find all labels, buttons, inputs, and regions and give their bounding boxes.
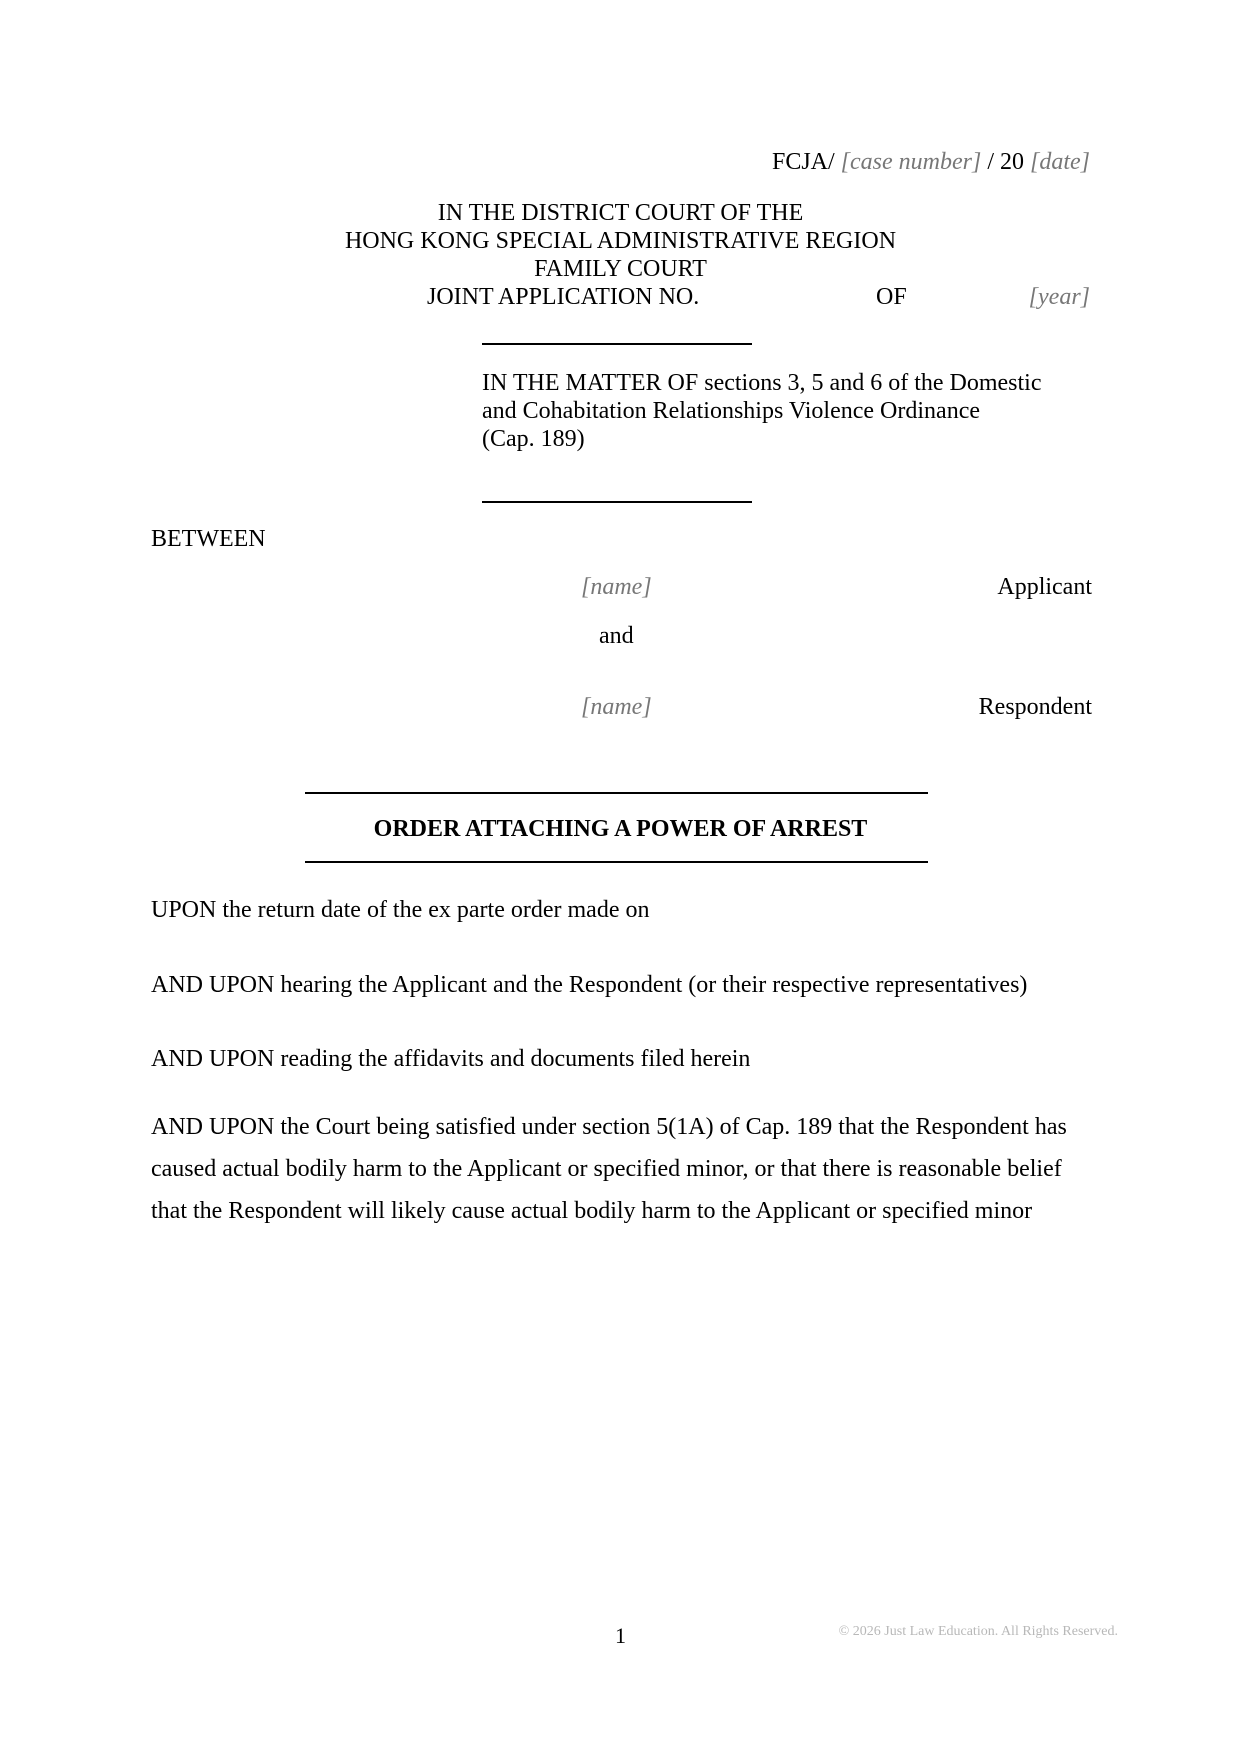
case-number-placeholder: [case number] (840, 149, 982, 175)
matter-bottom-rule (482, 501, 752, 503)
document-title: ORDER ATTACHING A POWER OF ARREST (373, 816, 868, 842)
between-label: BETWEEN (151, 526, 266, 552)
applicant-role: Applicant (997, 574, 1092, 600)
applicant-name-placeholder: [name] (581, 574, 652, 600)
and-separator: and (599, 623, 634, 649)
matter-line-2: and Cohabitation Relationships Violence Ordinance (482, 398, 980, 424)
date-placeholder: [date] (1030, 149, 1090, 175)
matter-block (482, 369, 1102, 453)
matter-line-3: (Cap. 189) (482, 426, 585, 452)
title-top-rule (305, 792, 928, 794)
application-number-label: JOINT APPLICATION NO. (427, 284, 700, 310)
matter-top-rule (482, 343, 752, 345)
of-label: OF (876, 284, 907, 310)
page-number: 1 (615, 1623, 626, 1648)
case-reference (772, 148, 1090, 176)
case-prefix: FCJA/ (771, 149, 835, 175)
recital-hearing: AND UPON hearing the Applicant and the Respondent (or their respective representatives) (151, 972, 1028, 998)
copyright-notice: © 2026 Just Law Education. All Rights Reserved. (838, 1624, 1118, 1639)
court-line-2: HONG KONG SPECIAL ADMINISTRATIVE REGION (344, 228, 897, 254)
recital-return-date: UPON the return date of the ex parte order made on (151, 897, 650, 923)
recital-court-satisfied: AND UPON the Court being satisfied under section 5(1A) of Cap. 189 that the Respondent has caused actual bodily harm to the Applicant or specified minor, or that there is reasonable belief that the Respondent will likely cause actual bodily harm to the Applicant or specified minor (151, 1114, 1067, 1224)
year-placeholder: [year] (1028, 284, 1090, 310)
recital-reading: AND UPON reading the affidavits and documents filed herein (151, 1046, 751, 1072)
court-heading (0, 199, 1241, 283)
application-number-row (0, 283, 1241, 311)
respondent-role: Respondent (978, 694, 1092, 720)
title-bottom-rule (305, 861, 928, 863)
court-line-3: FAMILY COURT (534, 256, 707, 282)
court-line-1: IN THE DISTRICT COURT OF THE (437, 200, 804, 226)
respondent-name-placeholder: [name] (581, 694, 652, 720)
year-prefix: / 20 (987, 149, 1024, 175)
matter-line-1: IN THE MATTER OF sections 3, 5 and 6 of the Domestic (482, 370, 1042, 396)
